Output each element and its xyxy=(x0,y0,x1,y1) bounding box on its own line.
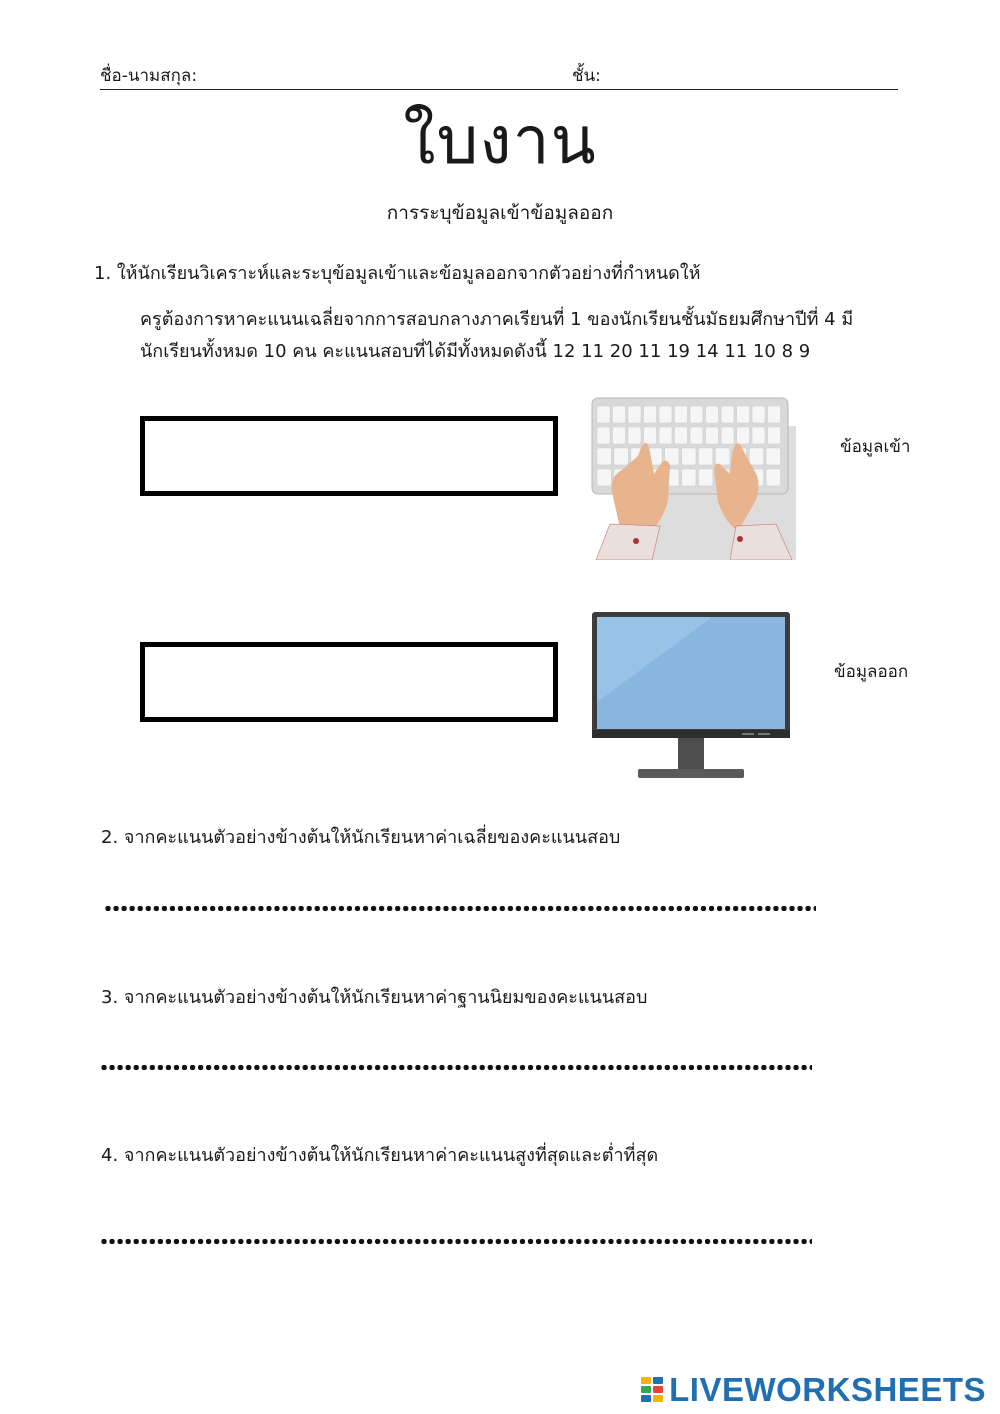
answer-line-4[interactable] xyxy=(100,1238,812,1245)
output-label: ข้อมูลออก xyxy=(834,662,909,682)
input-answer-box[interactable] xyxy=(140,416,558,496)
question-3: 3. จากคะแนนตัวอย่างข้างต้นให้นักเรียนหาค่าฐานนิยมของคะแนนสอบ xyxy=(101,987,648,1008)
liveworksheets-brand[interactable] xyxy=(641,1370,986,1410)
class-label: ชั้น: xyxy=(572,66,601,86)
keyboard-icon xyxy=(590,396,796,560)
scenario-line-2: นักเรียนทั้งหมด 10 คน คะแนนสอบที่ได้มีทั้งหมดดังนี้ 12 11 20 11 19 14 11 10 8 9 xyxy=(140,341,811,362)
liveworksheets-logo-icon xyxy=(641,1377,663,1403)
worksheet-subtitle: การระบุข้อมูลเข้าข้อมูลออก xyxy=(386,202,614,224)
scenario-line-1: ครูต้องการหาคะแนนเฉลี่ยจากการสอบกลางภาคเรียนที่ 1 ของนักเรียนชั้นมัธยมศึกษาปีที่ 4 มี xyxy=(140,309,854,330)
answer-line-2[interactable] xyxy=(104,905,816,912)
input-label: ข้อมูลเข้า xyxy=(840,437,911,457)
answer-line-3[interactable] xyxy=(100,1064,812,1071)
question-1: 1. ให้นักเรียนวิเคราะห์และระบุข้อมูลเข้าและข้อมูลออกจากตัวอย่างที่กำหนดให้ xyxy=(94,263,701,284)
output-answer-box[interactable] xyxy=(140,642,558,722)
question-2: 2. จากคะแนนตัวอย่างข้างต้นให้นักเรียนหาค่าเฉลี่ยของคะแนนสอบ xyxy=(101,827,621,848)
question-4: 4. จากคะแนนตัวอย่างข้างต้นให้นักเรียนหาค่าคะแนนสูงที่สุดและต่ำที่สุด xyxy=(101,1145,659,1166)
worksheet-title: ใบงาน xyxy=(403,102,597,179)
header-underline xyxy=(100,89,898,90)
scenario-text xyxy=(140,304,985,368)
brand-text: LIVEWORKSHEETS xyxy=(669,1371,986,1408)
monitor-icon xyxy=(592,612,792,780)
name-label: ชื่อ-นามสกุล: xyxy=(100,66,198,86)
